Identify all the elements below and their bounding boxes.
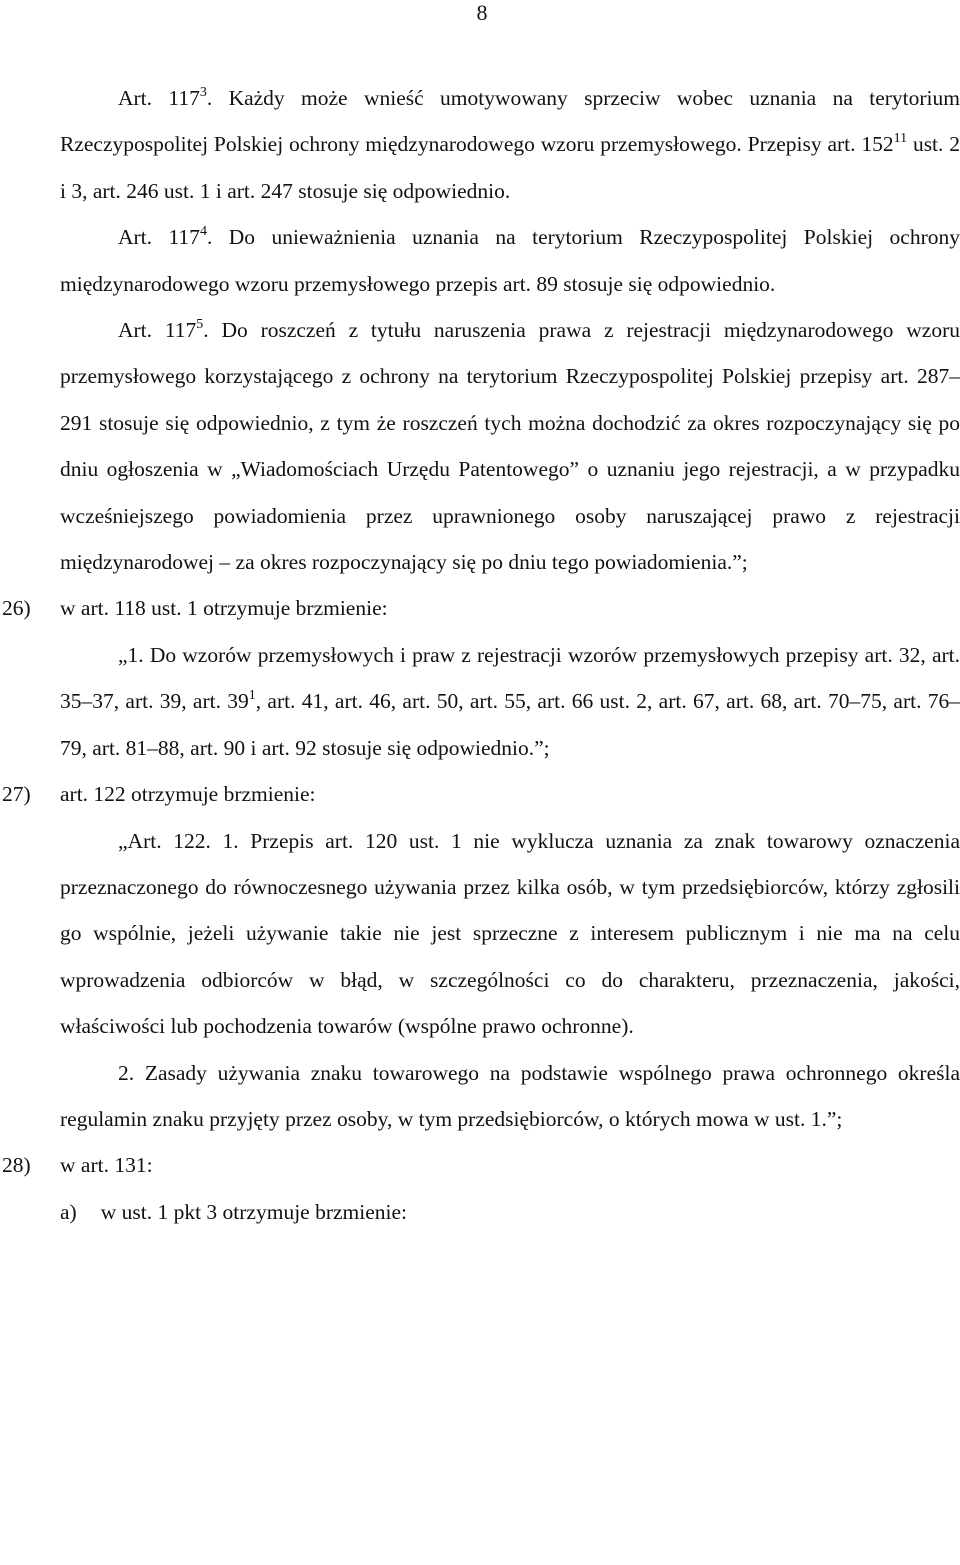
item-text: art. 122 otrzymuje brzmienie: [60,782,316,807]
sub-item-letter: a) [60,1199,77,1224]
item-number: 26) [2,596,31,621]
page-number: 8 [476,0,488,25]
quoted-text: „1. Do wzorów przemysłowych i praw z rejestracji wzorów przemysłowych przepisy art. 32, art. 35–37, art. 39, art. 39 [60,642,960,714]
sub-item-a [60,1189,960,1235]
sub-item-text: w ust. 1 pkt 3 otrzymuje brzmienie: [100,1199,408,1224]
superscript: 11 [893,131,908,147]
superscript: 1 [248,688,256,704]
superscript: 5 [196,317,204,333]
article-heading: Art. 117 [118,225,200,250]
item-text: w art. 118 ust. 1 otrzymuje brzmienie: [60,596,388,621]
list-item-27 [2,771,960,817]
item-text: w art. 131: [60,1153,153,1178]
article-text: . Każdy może wnieść umotywowany sprzeciw wobec uznania na terytorium Rzeczypospolitej Polskiej ochrony międzynarodowego wzoru przemysłowego. Przepisy art. 152 [60,86,960,157]
item-number: 28) [2,1153,31,1178]
item-number: 27) [2,782,31,807]
quoted-provision-122-p2: 2. Zasady używania znaku towarowego na podstawie wspólnego prawa ochronnego określa regulamin znaku przyjęty przez osoby, w tym przedsiębiorców, o których mowa w ust. 1.”; [60,1060,960,1131]
quoted-text: , art. 41, art. 46, art. 50, art. 55, art. 66 ust. 2, art. 67, art. 68, art. 70–75, art. 76–79, art. 81–88, art. 90 i art. 92 stosuje się odpowiednio.”; [60,689,960,760]
article-117-3 [60,75,960,214]
article-text: ust. 2 i 3, art. 246 ust. 1 i art. 247 stosuje się odpowiednio. [60,132,960,203]
list-item-26 [2,585,960,631]
quoted-provision-118 [60,632,960,771]
superscript: 3 [199,85,207,100]
list-item-28 [2,1142,960,1188]
article-117-4 [60,214,960,307]
article-text: . Do unieważnienia uznania na terytorium Rzeczypospolitej Polskiej ochrony międzynarodowego wzoru przemysłowego przepis art. 89 stosuje się odpowiednio. [60,225,960,296]
document-body [2,75,960,1235]
article-117-5 [60,307,960,585]
article-text: . Do roszczeń z tytułu naruszenia prawa z rejestracji międzynarodowego wzoru przemysłowego korzystającego z ochrony na terytorium Rzeczypospolitej Polskiej przepisy art. 287–291 stosuje się odpowiednio, z tym że roszczeń tych można dochodzić za okres rozpoczynający się po dniu ogłoszenia w „Wiadomościach Urzędu Patentowego” o uznaniu jego rejestracji, a w przypadku wcześniejszego powiadomienia przez uprawnionego osoby naruszającej prawo z rejestracji międzynarodowej – za okres rozpoczynający się po dniu tego powiadomienia.”; [60,318,960,575]
superscript: 4 [199,224,207,240]
article-heading: Art. 117 [118,86,200,110]
article-heading: Art. 117 [118,318,197,343]
quoted-provision-122-p1: „Art. 122. 1. Przepis art. 120 ust. 1 nie wyklucza uznania za znak towarowy oznaczenia przeznaczonego do równoczesnego używania przez kilka osób, w tym przedsiębiorców, którzy zgłosili go wspólnie, jeżeli używanie takie nie jest sprzeczne z interesem publicznym i nie ma na celu wprowadzenia odbiorców w błąd, w szczególności co do charakteru, przeznaczenia, jakości, właściwości lub pochodzenia towarów (wspólne prawo ochronne). [60,828,960,1039]
